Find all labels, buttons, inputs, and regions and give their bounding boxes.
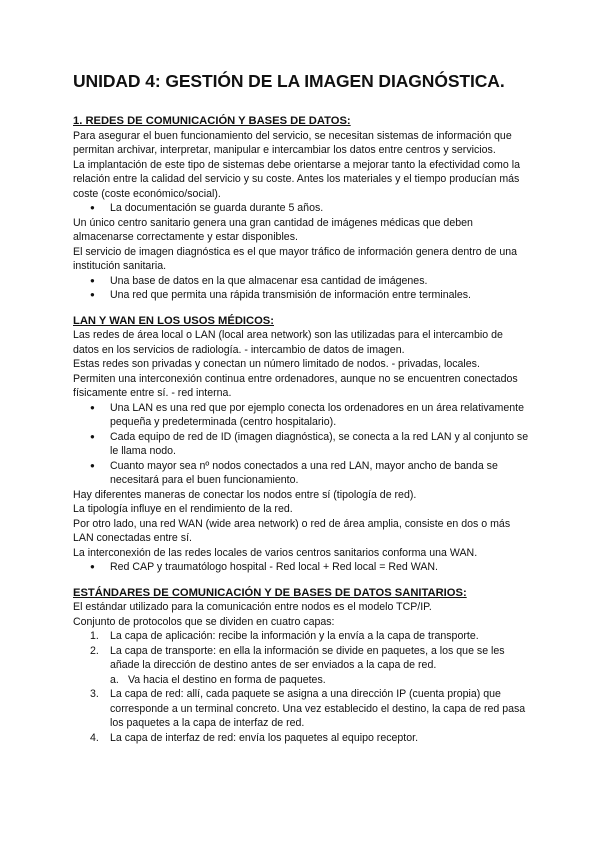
list-item <box>73 629 530 644</box>
document-title: UNIDAD 4: GESTIÓN DE LA IMAGEN DIAGNÓSTICA. <box>73 71 505 91</box>
paragraph: La interconexión de las redes locales de varios centros sanitarios conforma una WAN. <box>73 546 478 559</box>
paragraph: El servicio de imagen diagnóstica es el que mayor tráfico de información genera dentro de una institución sanitaria. <box>73 245 518 272</box>
bullet-list <box>73 274 530 303</box>
paragraph: Un único centro sanitario genera una gran cantidad de imágenes médicas que deben almacenarse correctamente y estar disponibles. <box>73 216 473 243</box>
sub-list <box>73 673 530 688</box>
list-number: 1. <box>90 630 99 642</box>
list-text: Va hacia el destino en forma de paquetes. <box>128 673 326 686</box>
list-text: La capa de red: allí, cada paquete se asigna a una dirección IP (cuenta propia) que corresponde a un terminal concreto. Una vez establecido el destino, la capa de red pasa los paquetes a la capa de interfaz de red. <box>110 688 526 729</box>
list-item: ● La documentación se guarda durante 5 años. <box>73 201 530 216</box>
list-item <box>73 644 530 673</box>
list-text: La capa de aplicación: recibe la información y la envía a la capa de transporte. <box>110 630 479 642</box>
bullet-list <box>73 560 530 575</box>
paragraph: Estas redes son privadas y conectan un número limitado de nodos. - privadas, locales. <box>73 358 480 370</box>
list-item: ● Cada equipo de red de ID (imagen diagnóstica), se conecta a la red LAN y al conjunto se le llama nodo. <box>73 430 530 459</box>
sub-list-item <box>110 673 530 688</box>
numbered-list <box>73 629 530 673</box>
paragraph: Por otro lado, una red WAN (wide area network) o red de área amplia, consiste en dos o más LAN conectadas entre sí. <box>73 517 511 544</box>
list-text: La capa de interfaz de red: envía los paquetes al equipo receptor. <box>110 731 419 744</box>
list-item: ● Una base de datos en la que almacenar esa cantidad de imágenes. <box>73 274 530 289</box>
paragraph: Conjunto de protocolos que se dividen en cuatro capas: <box>73 615 335 628</box>
paragraph: La implantación de este tipo de sistemas debe orientarse a mejorar tanto la efectividad como la relación entre la calidad del servicio y su coste. Antes los materiales y el tiempo producían más coste (coste económico/social). <box>73 158 520 200</box>
list-letter: a. <box>110 673 119 686</box>
list-item: ● Una LAN es una red que por ejemplo conecta los ordenadores en un área relativamente pequeña y predeterminada (centro hospitalario). <box>73 401 530 430</box>
bullet-list <box>73 401 530 488</box>
paragraph: El estándar utilizado para la comunicación entre nodos es el modelo TCP/IP. <box>73 601 432 613</box>
paragraph: Hay diferentes maneras de conectar los nodos entre sí (tipología de red). <box>73 488 417 501</box>
list-item <box>73 731 530 746</box>
section-heading: LAN Y WAN EN LOS USOS MÉDICOS: <box>73 314 274 327</box>
paragraph: Para asegurar el buen funcionamiento del servicio, se necesitan sistemas de información que permitan archivar, interpretar, manipular e intercambiar los datos entre centros y servicios. <box>73 129 512 156</box>
list-text: La capa de transporte: en ella la información se divide en paquetes, a los que se les añade la dirección de destino antes de ser enviados a la capa de red. <box>110 644 505 671</box>
section-heading: 1. REDES DE COMUNICACIÓN Y BASES DE DATOS: <box>73 115 351 127</box>
list-number: 4. <box>90 731 99 744</box>
list-item: ● Una red que permita una rápida transmisión de información entre terminales. <box>73 288 530 303</box>
paragraph: Las redes de área local o LAN (local area network) son las utilizadas para el intercambio de datos en los servicios de radiología. - intercambio de datos de imagen. <box>73 329 503 356</box>
list-number: 2. <box>90 644 99 657</box>
section-redes <box>73 114 530 303</box>
section-heading: ESTÁNDARES DE COMUNICACIÓN Y DE BASES DE DATOS SANITARIOS: <box>73 586 467 599</box>
section-estandares <box>73 586 530 746</box>
numbered-list <box>73 687 530 745</box>
paragraph: Permiten una interconexión continua entre ordenadores, aunque no se encuentren conectados físicamente entre sí. - red interna. <box>73 372 518 399</box>
bullet-list <box>73 201 530 216</box>
list-item: ● Cuanto mayor sea nº nodos conectados a una red LAN, mayor ancho de banda se necesitará para el buen funcionamiento. <box>73 459 530 488</box>
list-item: ● Red CAP y traumatólogo hospital - Red local + Red local = Red WAN. <box>73 560 530 575</box>
paragraph: La tipología influye en el rendimiento de la red. <box>73 503 293 515</box>
list-item <box>73 687 530 731</box>
section-lan-wan <box>73 314 530 575</box>
list-number: 3. <box>90 688 99 700</box>
